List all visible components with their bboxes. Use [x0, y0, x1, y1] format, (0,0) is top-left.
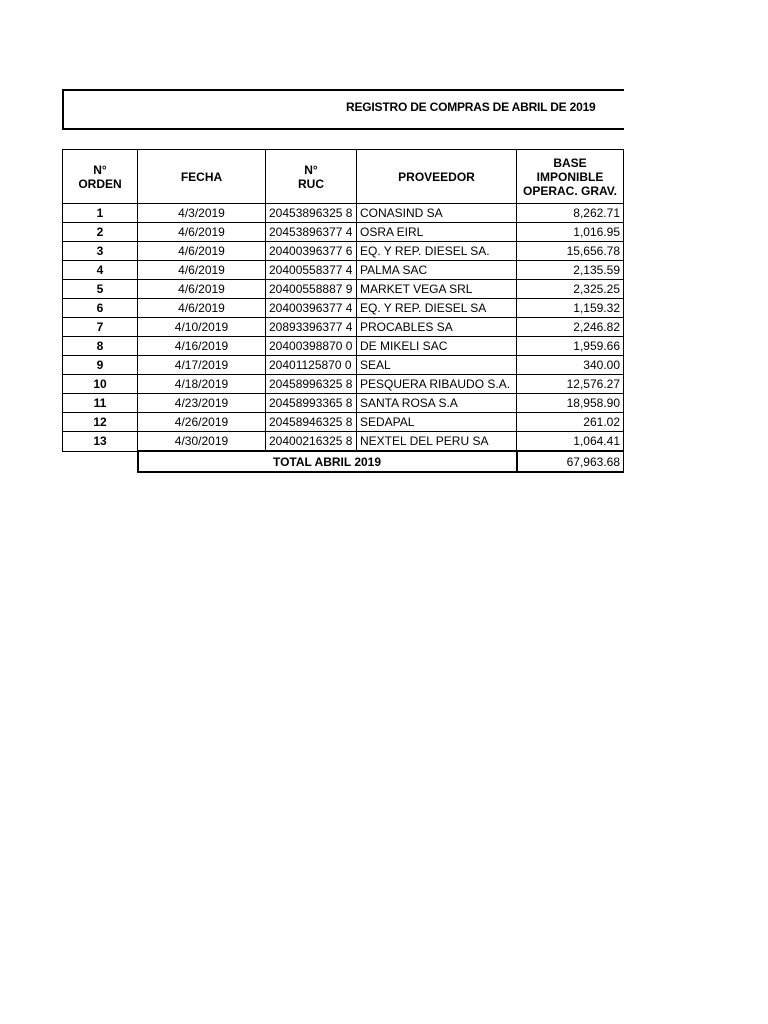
cell-proveedor: SANTA ROSA S.A	[357, 394, 517, 413]
cell-proveedor: EQ. Y REP. DIESEL SA.	[357, 242, 517, 261]
header-base-line2: IMPONIBLE	[536, 169, 604, 184]
table-row	[63, 432, 624, 452]
table-row	[63, 318, 624, 337]
cell-ruc: 20458993365 8	[266, 394, 357, 413]
table-row	[63, 299, 624, 318]
cell-ruc: 20400216325 8	[266, 432, 357, 452]
table-row	[63, 356, 624, 375]
cell-fecha: 4/6/2019	[138, 280, 266, 299]
header-proveedor: PROVEEDOR	[357, 150, 517, 204]
cell-orden: 3	[63, 242, 138, 261]
total-label: TOTAL ABRIL 2019	[138, 451, 517, 472]
cell-base-imponible: 1,959.66	[517, 337, 624, 356]
table-row	[63, 242, 624, 261]
table-row	[63, 261, 624, 280]
table-row	[63, 204, 624, 223]
cell-base-imponible: 1,064.41	[517, 432, 624, 452]
header-fecha: FECHA	[138, 150, 266, 204]
cell-ruc: 20453896377 4	[266, 223, 357, 242]
cell-ruc: 20400558377 4	[266, 261, 357, 280]
cell-base-imponible: 2,135.59	[517, 261, 624, 280]
cell-orden: 10	[63, 375, 138, 394]
cell-orden: 6	[63, 299, 138, 318]
cell-ruc: 20400396377 4	[266, 299, 357, 318]
cell-ruc: 20400558887 9	[266, 280, 357, 299]
cell-base-imponible: 18,958.90	[517, 394, 624, 413]
total-row	[63, 451, 624, 472]
cell-base-imponible: 12,576.27	[517, 375, 624, 394]
cell-orden: 9	[63, 356, 138, 375]
cell-fecha: 4/18/2019	[138, 375, 266, 394]
header-ruc-line2: RUC	[298, 176, 324, 191]
header-base-line1: BASE	[553, 155, 587, 170]
cell-ruc: 20458996325 8	[266, 375, 357, 394]
cell-orden: 11	[63, 394, 138, 413]
header-base-imponible	[517, 150, 624, 204]
cell-fecha: 4/10/2019	[138, 318, 266, 337]
cell-base-imponible: 2,325.25	[517, 280, 624, 299]
cell-orden: 1	[63, 204, 138, 223]
header-orden-line2: ORDEN	[78, 176, 122, 191]
cell-ruc: 20400396377 6	[266, 242, 357, 261]
cell-proveedor: PROCABLES SA	[357, 318, 517, 337]
table-row	[63, 280, 624, 299]
cell-orden: 5	[63, 280, 138, 299]
cell-fecha: 4/6/2019	[138, 261, 266, 280]
cell-fecha: 4/3/2019	[138, 204, 266, 223]
cell-orden: 4	[63, 261, 138, 280]
cell-fecha: 4/30/2019	[138, 432, 266, 452]
cell-base-imponible: 261.02	[517, 413, 624, 432]
cell-base-imponible: 15,656.78	[517, 242, 624, 261]
table-body	[63, 204, 624, 452]
table-row	[63, 375, 624, 394]
header-orden-line1: N°	[93, 162, 107, 177]
cell-orden: 13	[63, 432, 138, 452]
cell-ruc: 20400398870 0	[266, 337, 357, 356]
header-ruc-line1: N°	[304, 162, 318, 177]
cell-base-imponible: 1,016.95	[517, 223, 624, 242]
cell-ruc: 20453896325 8	[266, 204, 357, 223]
cell-fecha: 4/17/2019	[138, 356, 266, 375]
cell-proveedor: EQ. Y REP. DIESEL SA	[357, 299, 517, 318]
cell-proveedor: PESQUERA RIBAUDO S.A.	[357, 375, 517, 394]
cell-fecha: 4/16/2019	[138, 337, 266, 356]
cell-ruc: 20458946325 8	[266, 413, 357, 432]
cell-proveedor: CONASIND SA	[357, 204, 517, 223]
cell-proveedor: DE MIKELI SAC	[357, 337, 517, 356]
purchase-register-table	[62, 149, 624, 473]
cell-proveedor: NEXTEL DEL PERU SA	[357, 432, 517, 452]
cell-base-imponible: 1,159.32	[517, 299, 624, 318]
cell-fecha: 4/6/2019	[138, 223, 266, 242]
table-header-row	[63, 150, 624, 204]
cell-orden: 8	[63, 337, 138, 356]
header-base-line3: OPERAC. GRAV.	[522, 183, 618, 198]
cell-orden: 12	[63, 413, 138, 432]
cell-proveedor: MARKET VEGA SRL	[357, 280, 517, 299]
table-row	[63, 223, 624, 242]
cell-orden: 7	[63, 318, 138, 337]
table-row	[63, 413, 624, 432]
cell-orden: 2	[63, 223, 138, 242]
cell-proveedor: OSRA EIRL	[357, 223, 517, 242]
cell-proveedor: SEDAPAL	[357, 413, 517, 432]
total-value: 67,963.68	[517, 451, 624, 472]
cell-fecha: 4/6/2019	[138, 242, 266, 261]
cell-proveedor: PALMA SAC	[357, 261, 517, 280]
table-row	[63, 394, 624, 413]
cell-ruc: 20893396377 4	[266, 318, 357, 337]
cell-fecha: 4/23/2019	[138, 394, 266, 413]
cell-fecha: 4/26/2019	[138, 413, 266, 432]
total-blank-cell	[63, 451, 138, 472]
table-row	[63, 337, 624, 356]
cell-fecha: 4/6/2019	[138, 299, 266, 318]
header-ruc	[266, 150, 357, 204]
cell-base-imponible: 8,262.71	[517, 204, 624, 223]
cell-base-imponible: 2,246.82	[517, 318, 624, 337]
cell-ruc: 20401125870 0	[266, 356, 357, 375]
page-title: REGISTRO DE COMPRAS DE ABRIL DE 2019	[346, 100, 596, 114]
cell-proveedor: SEAL	[357, 356, 517, 375]
cell-base-imponible: 340.00	[517, 356, 624, 375]
header-orden	[63, 150, 138, 204]
